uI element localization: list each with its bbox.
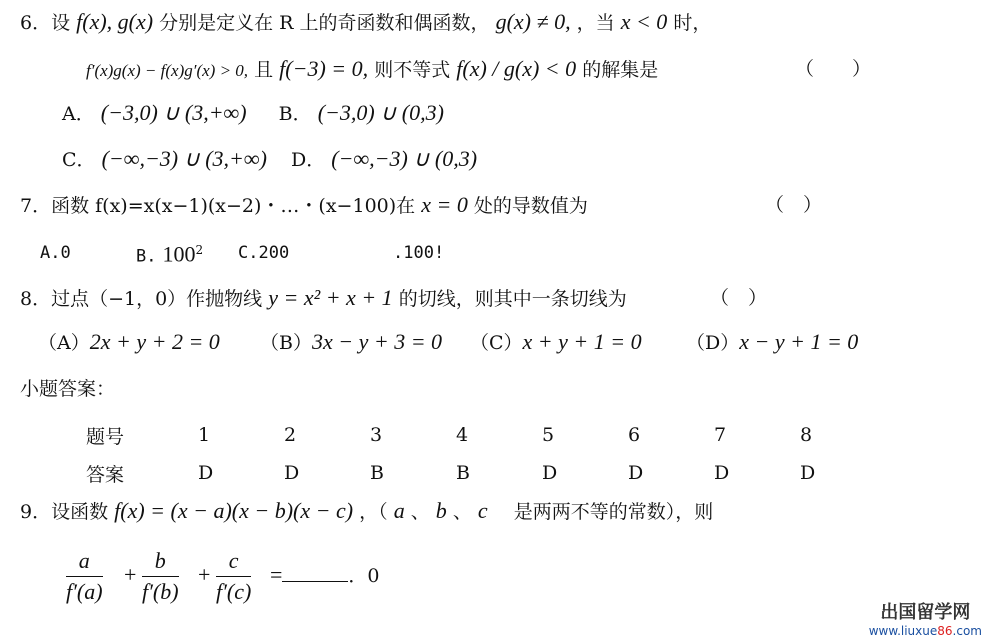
answer-key-number: 2 [284,424,297,446]
answer-key-number-label: 题号 [86,425,125,448]
q7-option-b-label: B. [136,246,157,267]
q8-option-b [260,330,442,355]
q9-constant-a: a [393,498,405,523]
q9-fraction-b-numerator: b [142,548,179,577]
answer-key-number: 8 [800,424,813,446]
q8-option-a [38,330,220,355]
q7-option-b-exponent: 2 [195,243,204,257]
q6-option-d: (−∞,−3) ∪ (0,3) [331,146,478,171]
watermark-url-suffix: .com [952,624,982,638]
q8-text: 8．过点（−1，0）作抛物线 [20,288,263,310]
q7-option-b-base: 100 [162,241,196,267]
answer-key-answer-label: 答案 [86,463,125,486]
answer-key-number: 1 [198,424,211,446]
q8-answer-bracket: （ ） [710,287,768,309]
answer-key-number: 6 [628,424,641,446]
q6-answer-bracket: （ ） [795,58,872,80]
q9-fraction-a-denominator: f′(a) [66,579,103,604]
answer-key-answer: B [456,462,470,484]
q9-paren-text: 是两两不等的常数），则 [513,501,714,523]
answer-key-answer: D [542,462,558,484]
q7-answer-bracket: （ ） [765,194,823,216]
q6-condition: x < 0 [620,9,668,34]
q9-function: f(x) = (x − a)(x − b)(x − c) [114,498,354,523]
q9-constant-b: b [435,498,447,523]
q6-and: 且 [254,59,274,81]
q9-fraction-a-numerator: a [66,548,103,577]
answer-key-answer: B [370,462,384,484]
q8-option-c [470,330,642,355]
q6-lead: 6．设 [20,12,71,34]
answer-key-number-row [86,416,886,454]
q6-option-c: (−∞,−3) ∪ (3,+∞) [101,146,267,171]
q6-options-row2 [62,147,477,172]
q8-option-a-label: （A） [38,332,90,354]
q9-equals-line [270,563,380,588]
q9-fraction-c-denominator: f′(c) [216,579,252,604]
q9-line [20,499,713,524]
answer-key-answer: D [284,462,300,484]
q7-end: 处的导数值为 [473,195,588,217]
q8-option-c-eq: x + y + 1 = 0 [522,329,642,354]
answer-key-answer: D [628,462,644,484]
q8-line [20,286,627,311]
q9-fraction-c [216,548,251,605]
q8-option-d-eq: x − y + 1 = 0 [739,329,859,354]
q6-option-c-label: C． [62,149,96,171]
q6-functions: f(x), g(x) [76,9,154,34]
q9-plus-1: + [124,562,137,587]
q8-option-b-eq: 3x − y + 3 = 0 [311,329,443,354]
q7-option-a: A.0 [40,243,71,263]
q8-option-d-label: （D） [686,332,740,354]
answer-key-number: 4 [456,424,469,446]
q7-option-c: C.200 [238,243,290,263]
q6-nonzero: g(x) ≠ 0, [495,9,571,34]
q7-line [20,193,588,218]
q6-derivative-inequality: f′(x)g(x) − f(x)g′(x) > 0, [86,61,249,80]
q9-fraction-b-denominator: f′(b) [142,579,179,604]
answer-key-title: 小题答案： [20,378,116,400]
q9-fraction-a [66,548,103,605]
q8-curve: y = x² + x + 1 [268,285,393,310]
q9-paren-open: ，（ [359,501,388,523]
q6-desc: 分别是定义在 R 上的奇函数和偶函数， [159,12,490,34]
site-watermark [869,598,982,638]
answer-key-number: 5 [542,424,555,446]
q6-zero: f(−3) = 0, [279,56,369,81]
q8-option-c-label: （C） [470,332,523,354]
q8-option-d [686,330,858,355]
q9-answer-blank [282,581,348,582]
q6-target-inequality: f(x) / g(x) < 0 [456,56,577,81]
q8-end: 的切线，则其中一条切线为 [398,288,627,310]
q9-sep1: 、 [410,501,430,523]
watermark-url-prefix: www.liuxue [868,624,938,638]
q6-then: 则不等式 [374,59,451,81]
watermark-url [869,624,982,638]
q6-line2-end: 的解集是 [582,59,659,81]
watermark-logo-text: 出国留学网 [880,602,971,623]
q9-lead: 9．设函数 [20,501,109,523]
q9-answer: ．0 [348,565,380,587]
q6-line1 [20,10,711,35]
answer-key-number: 3 [370,424,383,446]
q7-option-b [136,238,203,268]
q8-option-a-eq: 2x + y + 2 = 0 [89,329,220,354]
q8-option-b-label: （B） [260,332,312,354]
q6-line2 [86,57,658,83]
q6-line1-end: 时， [673,12,712,34]
answer-key-answer: D [800,462,816,484]
q6-option-b-label: B． [278,103,312,125]
q9-sep2: 、 [452,501,472,523]
q9-constant-c: c [477,498,488,523]
q9-fraction-b [142,548,179,605]
q6-when: ，当 [576,12,615,34]
q6-options-row1 [62,101,444,126]
q6-option-d-label: D． [291,149,326,171]
answer-key-table [86,416,886,492]
q6-option-a: (−3,0) ∪ (3,+∞) [100,100,247,125]
q7-option-d: .100! [393,243,445,263]
answer-key-answer-row [86,454,886,492]
q9-equals: = [270,562,283,587]
answer-key-answer: D [714,462,730,484]
q7-text: 7．函数 f(x)=x(x−1)(x−2)・…・(x−100)在 [20,195,416,217]
answer-key-number: 7 [714,424,727,446]
q6-option-a-label: A． [62,103,95,125]
q7-condition: x = 0 [421,192,468,217]
watermark-url-highlight: 86 [937,624,953,638]
answer-key-answer: D [198,462,214,484]
q6-option-b: (−3,0) ∪ (0,3) [317,100,444,125]
q9-fraction-c-numerator: c [216,548,251,577]
q9-plus-2: + [198,562,211,587]
